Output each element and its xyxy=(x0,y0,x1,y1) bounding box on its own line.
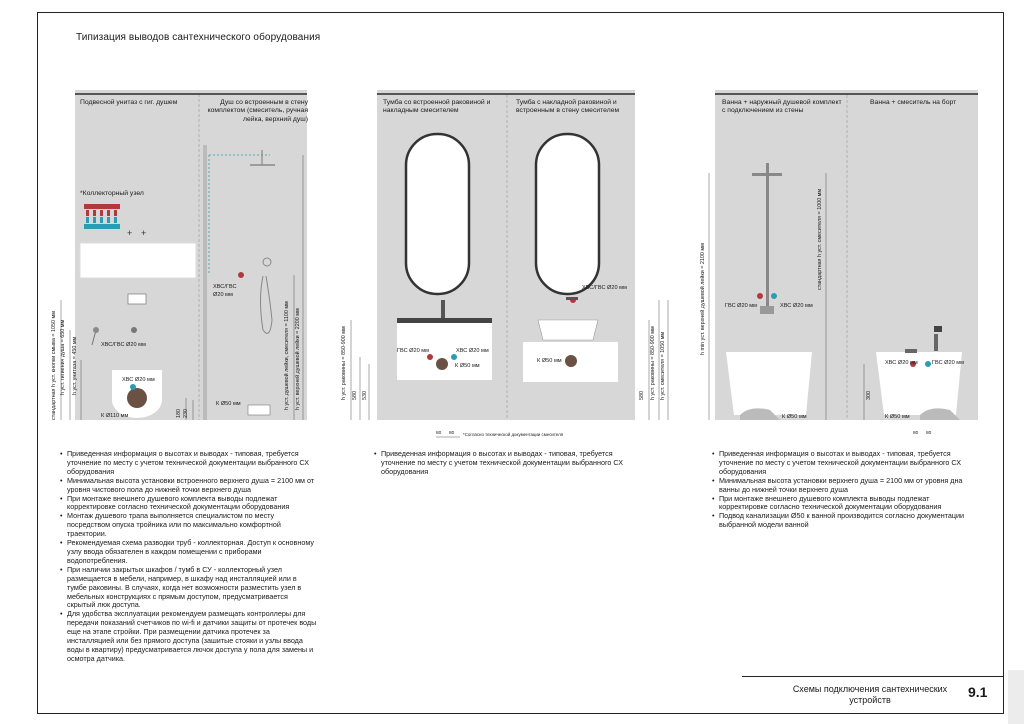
sheet-number: 9.1 xyxy=(968,684,988,700)
page-corner-shadow xyxy=(1008,670,1024,724)
dim-530: 530 xyxy=(362,391,368,400)
dim-sink-height-left: h уст. раковины = 850-900 мм xyxy=(341,326,347,400)
sink-top-mount-title: Тумба с накладной раковиной и встроенным в стену смесителем xyxy=(516,99,620,115)
note-item: • Приведенная информация о высотах и выводах - типовая, требуется уточнение по месту с учетом технической документации выбранного СХ оборудования xyxy=(712,450,974,477)
dim-300: 300 xyxy=(866,391,872,400)
baths-drawing xyxy=(709,93,978,420)
svg-text:+: + xyxy=(141,228,147,238)
k50-shower-label: К Ø50 мм xyxy=(216,401,241,407)
dim-mixer-std-height: стандартная h уст. смесителя = 1000 мм xyxy=(817,188,823,290)
dim-230: 230 xyxy=(183,409,189,418)
footer-divider xyxy=(742,676,1004,677)
dim-overhead-shower-height: h уст. верхней душевой лейки = 2200 мм xyxy=(295,308,301,410)
gvs-bath-label: ГВС Ø20 мм xyxy=(725,303,757,309)
note-item: • При монтаже внешнего душевого комплекта выводы подлежат корректировке согласно технической документации оборудования xyxy=(60,495,318,513)
hvs-rim-label: ХВС Ø20 мм xyxy=(885,360,918,366)
k50-bath-left-label: К Ø50 мм xyxy=(782,414,807,420)
notes-sinks xyxy=(374,450,636,477)
hvs-toilet-label: ХВС Ø20 мм xyxy=(122,377,155,383)
note-item: • Минимальная высота установки верхнего душа = 2100 мм от уровня дна ванны до нижней точки верхнего душа xyxy=(712,477,974,495)
dim-hygienic-shower-height: h уст. гигиенич душа = 650 мм xyxy=(60,319,66,395)
bath-shower-title: Ванна + наружный душевой комплект с подключением из стены xyxy=(722,99,842,115)
hvs-gvs-sink-label: ХВС/ГВС Ø20 мм xyxy=(582,285,627,291)
note-item: • Рекомендуемая схема разводки труб - коллекторная. Доступ к основному узлу ввода обязателен в каждом помещении с приборами водопотребления. xyxy=(60,539,318,566)
hvs-gvs-shower-size: Ø20 мм xyxy=(213,292,233,298)
dim-shower-mixer-height: h уст. душевой лейки, смесителя = 1100 мм xyxy=(284,301,290,410)
mixer-doc-note: *Согласно технической документации смесителя xyxy=(463,432,564,437)
bath-rim-mixer-title: Ванна + смеситель на борт xyxy=(870,99,957,106)
page-title: Типизация выводов сантехнического оборудования xyxy=(76,32,321,43)
dim-80-bath-b: 80 xyxy=(926,431,932,436)
svg-text:+: + xyxy=(127,228,133,238)
toilet-shower-drawing xyxy=(61,93,307,420)
note-item: • Монтаж душевого трапа выполняется специалистом по месту посредством опуска тройника или по максимально комфортной траектории. xyxy=(60,512,318,539)
dim-mixer-height: h уст. смесителя = 1050 мм xyxy=(660,331,666,400)
dim-flush-height: стандартная h уст. кнопки смыва = 1050 мм xyxy=(51,311,57,420)
note-item: • При наличии закрытых шкафов / тумб в СУ - коллекторный узел размещается в мебели, например, в шкафу над инсталляцией или в тумбе раковины. В случаях, когда нет возможности разместить узел в мебельных конструкциях с прямым доступом, предусматривается скрытый люк доступа. xyxy=(60,566,318,611)
toilet-panel-title: Подвесной унитаз с гиг. душем xyxy=(80,99,178,106)
sink-built-in-title: Тумба со встроенной раковиной и накладным смесителем xyxy=(383,99,491,115)
dim-min-shower-height: h min уст. верхней душевой лейки = 2100 мм xyxy=(700,243,706,355)
k50-sink-left-label: К Ø50 мм xyxy=(455,363,480,369)
k110-label: К Ø110 мм xyxy=(101,413,129,419)
dim-580: 580 xyxy=(352,391,358,400)
hvs-bath-label: ХВС Ø20 мм xyxy=(780,303,813,309)
gvs-sink-label: ГВС Ø20 мм xyxy=(397,348,429,354)
sinks-drawing xyxy=(351,93,668,437)
note-item: • Минимальная высота установки встроенного верхнего душа = 2100 мм от уровня чистового пола до нижней точки верхнего душа xyxy=(60,477,318,495)
dim-sink-height-right: h уст. раковины = 850-900 мм xyxy=(650,326,656,400)
hvs-sink-label: ХВС Ø20 мм xyxy=(456,348,489,354)
dim-80-b: 80 xyxy=(449,431,455,436)
hvs-gvs-shower-label: ХВС/ГВС xyxy=(213,284,237,290)
dim-80-bath-a: 80 xyxy=(913,431,919,436)
collector-label: *Коллекторный узел xyxy=(80,190,144,197)
sheet-title: Схемы подключения сантехнических устройств xyxy=(792,684,948,705)
k50-bath-right-label: К Ø50 мм xyxy=(885,414,910,420)
dim-530-right: 580 xyxy=(639,391,645,400)
shower-panel-title: Душ со встроенным в стену комплектом (смеситель, ручная лейка, верхний душ) xyxy=(207,99,308,123)
dim-180: 180 xyxy=(176,409,182,418)
dim-toilet-height: h уст. унитаза = 450 мм xyxy=(72,336,78,395)
notes-baths xyxy=(712,450,974,530)
collector-icon xyxy=(84,204,146,238)
note-item: • Для удобства эксплуатации рекомендуем размещать контроллеры для передачи показаний счетчиков по wi-fi и датчики защиты от протечек воды еще на этапе стройки. При размещении датчика протечек за инсталляцией или без прямого доступа (зашитые стояки и узлы ввода воды в квартиру) предусматривается лючок доступа у пола для замены и осмотра датчика. xyxy=(60,610,318,663)
note-item: • Приведенная информация о высотах и выводах - типовая, требуется уточнение по месту с учетом технической документации выбранного СХ оборудования xyxy=(60,450,318,477)
note-item: • При монтаже внешнего душевого комплекта выводы подлежат корректировке согласно технической документации оборудования xyxy=(712,495,974,513)
note-item: • Подвод канализации Ø50 к ванной производится согласно документации выбранной модели ванной xyxy=(712,512,974,530)
k50-sink-right-label: К Ø50 мм xyxy=(537,358,562,364)
dim-80-a: 80 xyxy=(436,431,442,436)
notes-toilet-shower xyxy=(60,450,318,664)
gvs-rim-label: ГВС Ø20 мм xyxy=(932,360,964,366)
note-item: • Приведенная информация о высотах и выводах - типовая, требуется уточнение по месту с учетом технической документации выбранного СХ оборудования xyxy=(374,450,636,477)
hvs-gvs-toilet-label: ХВС/ГВС Ø20 мм xyxy=(101,342,146,348)
